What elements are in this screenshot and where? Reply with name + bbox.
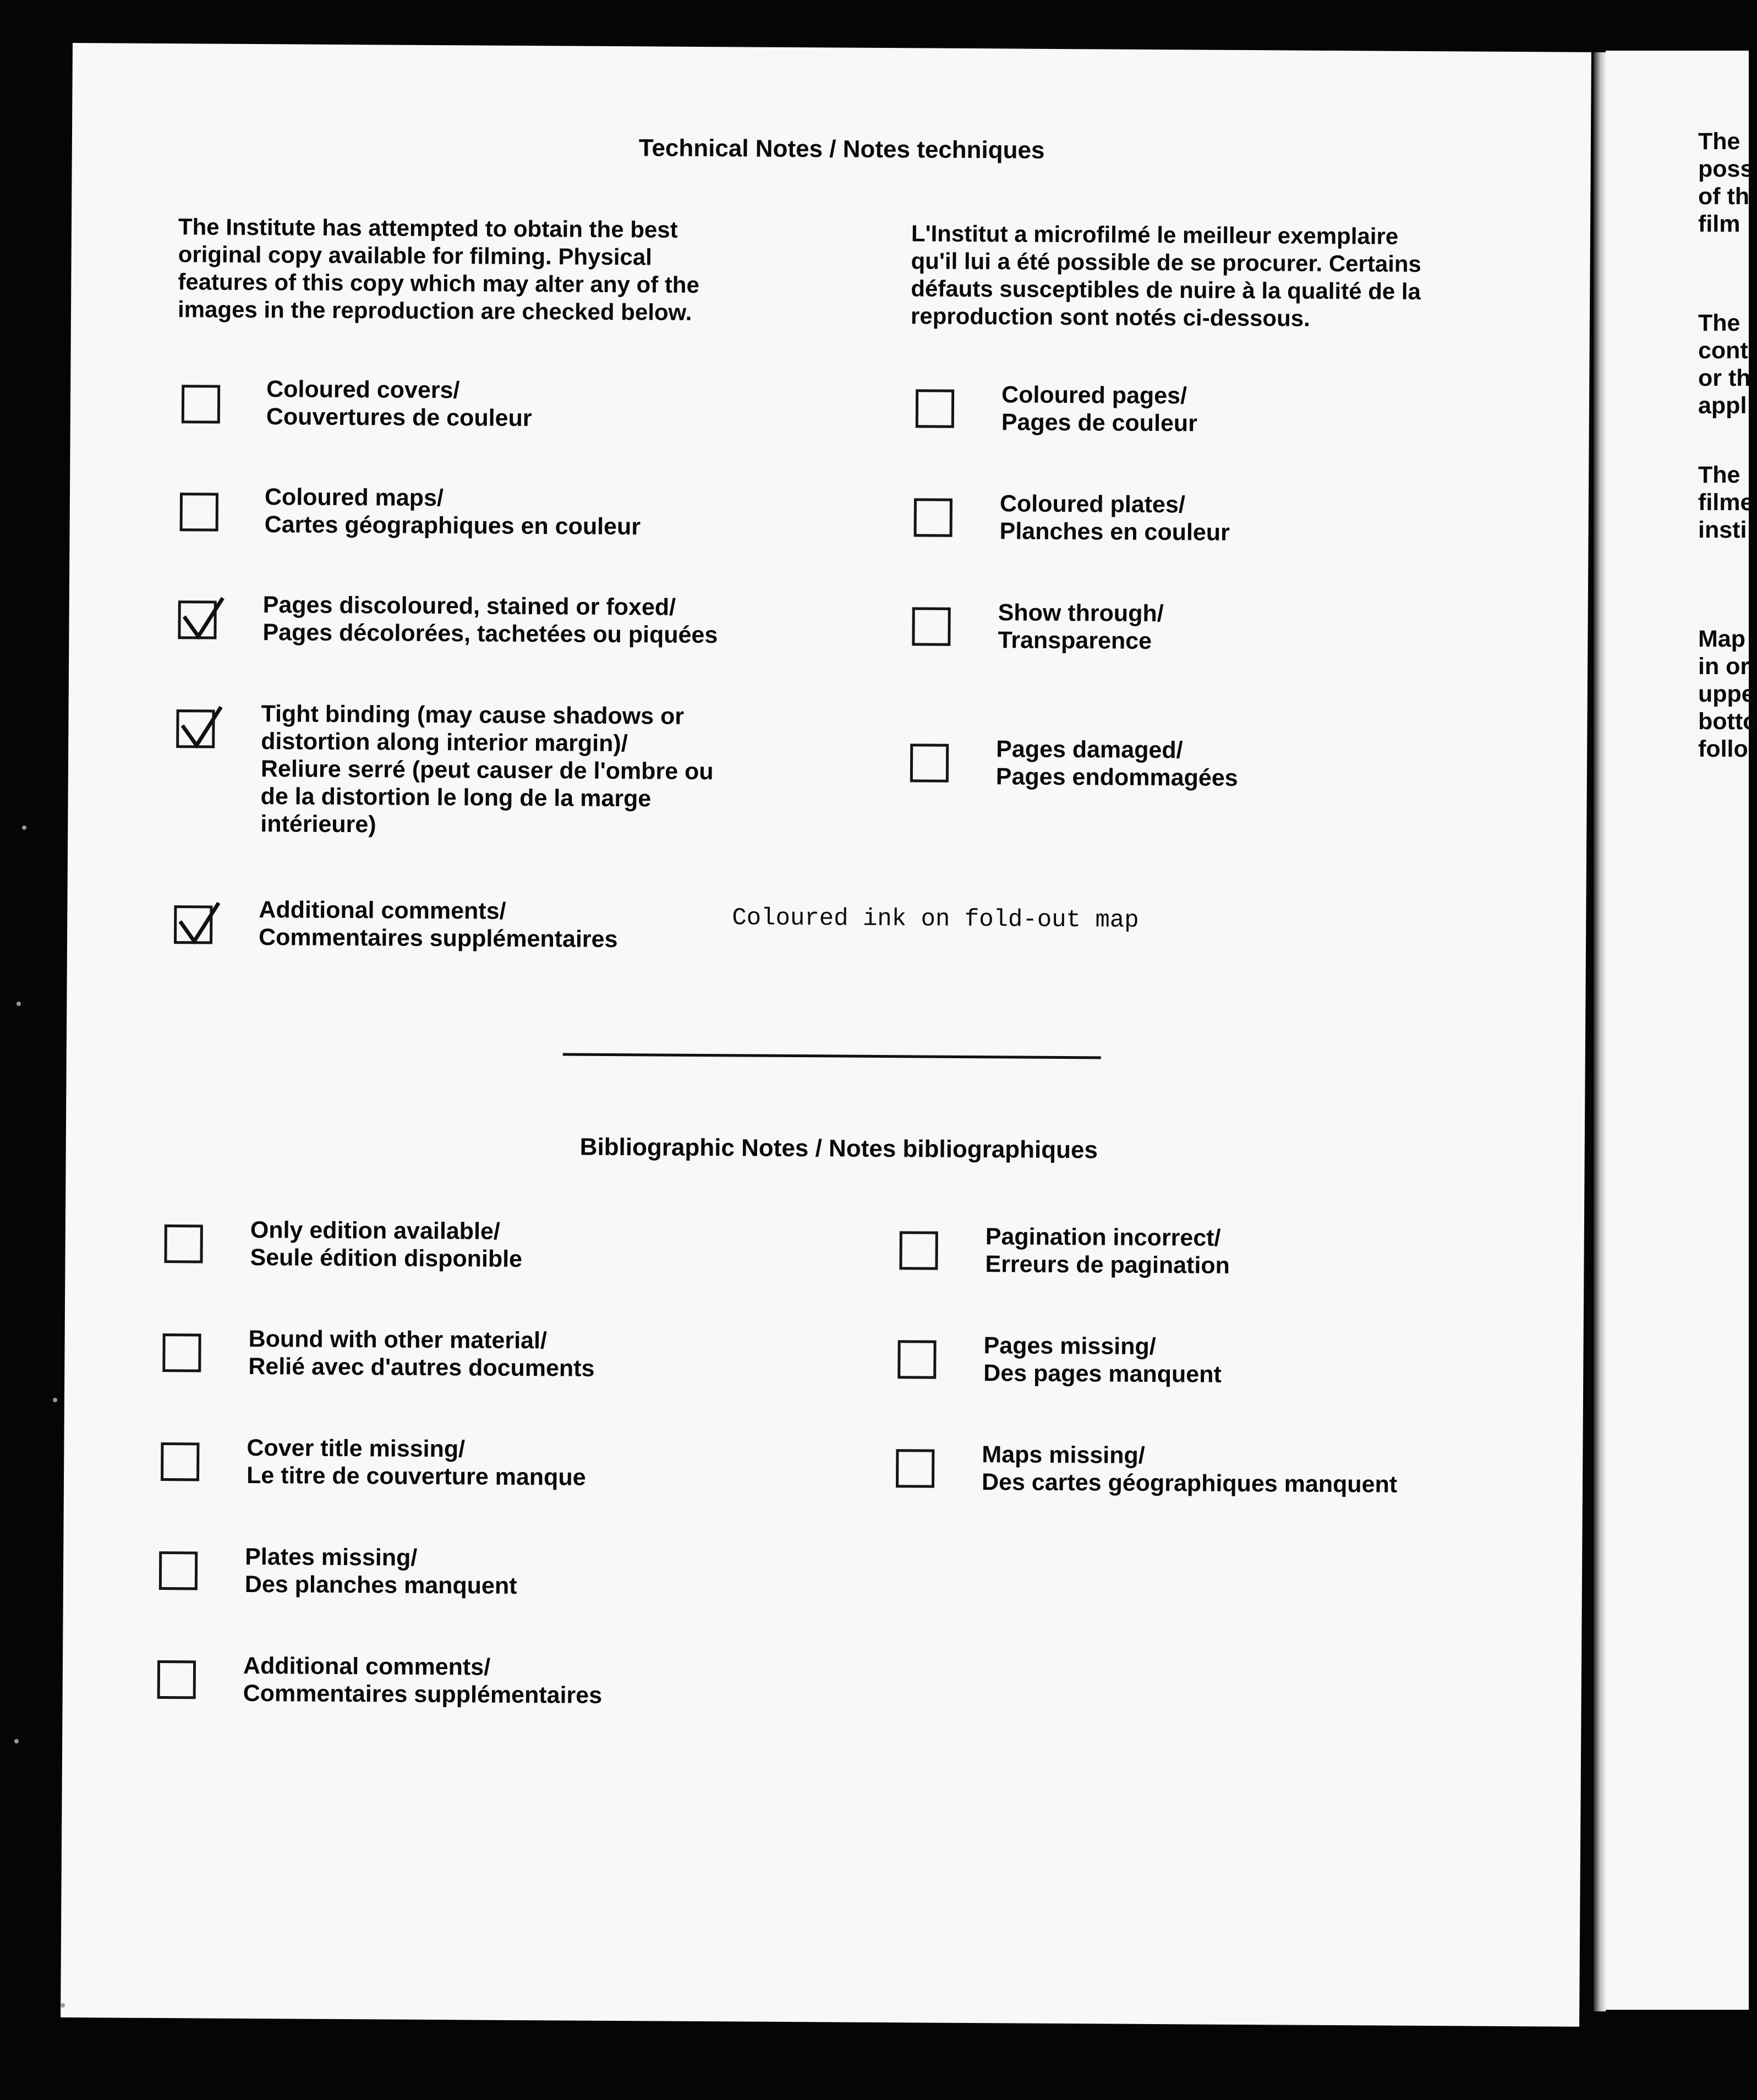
- label-line: Additional comments/: [243, 1652, 491, 1681]
- section-divider: [563, 1053, 1101, 1059]
- checkbox-coloured-covers[interactable]: [182, 385, 220, 423]
- label-line: distortion along interior margin)/: [261, 728, 628, 757]
- checkmark-icon: [180, 709, 221, 750]
- label-line: Pagination incorrect/: [985, 1223, 1221, 1251]
- checkbox-additional-comments-technical[interactable]: [174, 905, 212, 944]
- fragment: insti: [1698, 517, 1747, 543]
- label-line: Coloured maps/: [264, 484, 444, 512]
- fragment: uppe: [1698, 681, 1755, 707]
- label-line: intérieure): [260, 811, 376, 838]
- label-line: Planches en couleur: [999, 518, 1230, 546]
- adjacent-page-text: [1698, 309, 1751, 419]
- label-line: Des pages manquent: [983, 1360, 1222, 1388]
- label-pagination-incorrect: [985, 1223, 1230, 1279]
- label-line: Pages missing/: [983, 1332, 1156, 1360]
- intro-english-line: features of this copy which may alter any of the: [178, 269, 700, 298]
- checkbox-maps-missing[interactable]: [896, 1449, 934, 1488]
- label-line: Le titre de couverture manque: [246, 1462, 586, 1491]
- label-line: Commentaires supplémentaires: [243, 1680, 603, 1709]
- fragment: The: [1698, 310, 1740, 336]
- adjacent-page-text: [1698, 461, 1753, 544]
- label-line: Coloured plates/: [999, 490, 1185, 518]
- label-line: de la distortion le long de la marge: [260, 783, 652, 812]
- label-pages-damaged: [996, 735, 1238, 792]
- label-line: Plates missing/: [245, 1543, 418, 1571]
- intro-french-line: qu'il lui a été possible de se procurer. Certains: [911, 248, 1422, 277]
- intro-french-line: L'Institut a microfilmé le meilleur exemplaire: [911, 220, 1399, 249]
- checkbox-pages-missing[interactable]: [897, 1340, 936, 1379]
- label-line: Pages endommagées: [995, 763, 1238, 791]
- fragment: filme: [1698, 489, 1754, 516]
- label-line: Tight binding (may cause shadows or: [261, 701, 685, 730]
- checkbox-pages-damaged[interactable]: [910, 743, 949, 782]
- label-line: Only edition available/: [250, 1217, 500, 1245]
- fragment: The: [1698, 462, 1740, 488]
- label-line: Bound with other material/: [248, 1325, 548, 1354]
- label-line: Des cartes géographiques manquent: [981, 1469, 1398, 1498]
- intro-french-line: reproduction sont notés ci-dessous.: [910, 303, 1310, 331]
- label-line: Coloured covers/: [266, 376, 460, 404]
- label-line: Cartes géographiques en couleur: [264, 511, 641, 540]
- label-line: Commentaires supplémentaires: [258, 924, 618, 953]
- technical-notes-title: Technical Notes / Notes techniques: [638, 134, 1045, 164]
- intro-english-line: The Institute has attempted to obtain the best: [178, 214, 678, 243]
- checkbox-show-through[interactable]: [912, 607, 950, 646]
- checkbox-pages-discoloured[interactable]: [178, 600, 216, 639]
- label-coloured-maps: [265, 483, 641, 540]
- fragment: film: [1698, 211, 1740, 237]
- label-tight-binding: [260, 700, 714, 840]
- checkmark-icon: [178, 905, 218, 945]
- checkbox-coloured-maps[interactable]: [180, 493, 218, 531]
- intro-english-line: original copy available for filming. Physical: [178, 241, 653, 270]
- bibliographic-notes-title: Bibliographic Notes / Notes bibliographiques: [579, 1133, 1098, 1164]
- label-line: Pages décolorées, tachetées ou piquées: [262, 619, 718, 649]
- fragment: follo: [1698, 736, 1748, 762]
- checkbox-additional-comments-bibliographic[interactable]: [157, 1660, 196, 1699]
- label-only-edition: [250, 1216, 522, 1273]
- checkmark-icon: [182, 600, 222, 641]
- intro-english: [178, 213, 700, 326]
- additional-comment-text: Coloured ink on fold-out map: [732, 904, 1139, 934]
- intro-english-line: images in the reproduction are checked below.: [177, 296, 692, 325]
- label-show-through: [998, 599, 1164, 655]
- label-line: Maps missing/: [982, 1441, 1145, 1469]
- label-line: Coloured pages/: [1001, 381, 1187, 409]
- scan-speck: [61, 2003, 65, 2008]
- fragment: appl: [1698, 392, 1747, 419]
- label-coloured-plates: [999, 490, 1230, 546]
- checkbox-coloured-plates[interactable]: [914, 498, 953, 537]
- checkbox-only-edition[interactable]: [164, 1224, 202, 1263]
- label-line: Seule édition disponible: [250, 1244, 523, 1273]
- fragment: or th: [1698, 365, 1751, 391]
- fragment: cont: [1698, 337, 1748, 364]
- adjacent-page-text: [1698, 128, 1753, 238]
- label-coloured-covers: [266, 375, 532, 432]
- label-line: Couvertures de couleur: [266, 403, 532, 432]
- checkbox-cover-title-missing[interactable]: [161, 1442, 199, 1481]
- label-line: Erreurs de pagination: [985, 1251, 1230, 1279]
- intro-french-line: défauts susceptibles de nuire à la qualité de la: [911, 275, 1421, 304]
- fragment: poss: [1698, 156, 1754, 182]
- fragment: Map: [1698, 626, 1745, 652]
- label-additional-comments-bibliographic: [243, 1652, 603, 1709]
- checkbox-tight-binding[interactable]: [176, 709, 215, 748]
- label-bound-with-other: [248, 1325, 595, 1382]
- fragment: botto: [1698, 708, 1757, 735]
- checkbox-plates-missing[interactable]: [159, 1551, 198, 1590]
- label-cover-title-missing: [247, 1434, 586, 1491]
- label-pages-missing: [983, 1332, 1222, 1388]
- fragment: in or: [1698, 653, 1750, 680]
- label-line: Pages damaged/: [996, 736, 1183, 764]
- page-edge: [1594, 52, 1606, 2011]
- scan-speck: [17, 1002, 21, 1006]
- scan-speck: [53, 1398, 57, 1402]
- label-coloured-pages: [1001, 381, 1198, 437]
- label-line: Reliure serré (peut causer de l'ombre ou: [260, 756, 714, 785]
- label-line: Cover title missing/: [247, 1434, 466, 1463]
- technical-notes-page: [61, 43, 1591, 2027]
- label-pages-discoloured: [262, 591, 718, 649]
- fragment: The: [1698, 128, 1740, 155]
- label-maps-missing: [982, 1441, 1398, 1499]
- checkbox-pagination-incorrect[interactable]: [899, 1231, 938, 1270]
- scan-speck: [14, 1739, 19, 1743]
- checkbox-coloured-pages[interactable]: [916, 389, 954, 428]
- label-line: Show through/: [998, 599, 1164, 627]
- scan-speck: [22, 825, 26, 830]
- label-line: Pages discoloured, stained or foxed/: [262, 592, 676, 621]
- checkbox-bound-with-other[interactable]: [162, 1333, 201, 1372]
- adjacent-page-text: [1698, 625, 1757, 763]
- label-line: Additional comments/: [259, 896, 506, 925]
- label-line: Pages de couleur: [1001, 409, 1198, 437]
- label-line: Des planches manquent: [244, 1571, 517, 1599]
- label-line: Relié avec d'autres documents: [248, 1353, 595, 1382]
- label-plates-missing: [245, 1543, 517, 1600]
- label-line: Transparence: [998, 627, 1152, 654]
- fragment: of th: [1698, 183, 1750, 210]
- label-additional-comments-technical: [259, 896, 618, 953]
- intro-french: [911, 220, 1421, 333]
